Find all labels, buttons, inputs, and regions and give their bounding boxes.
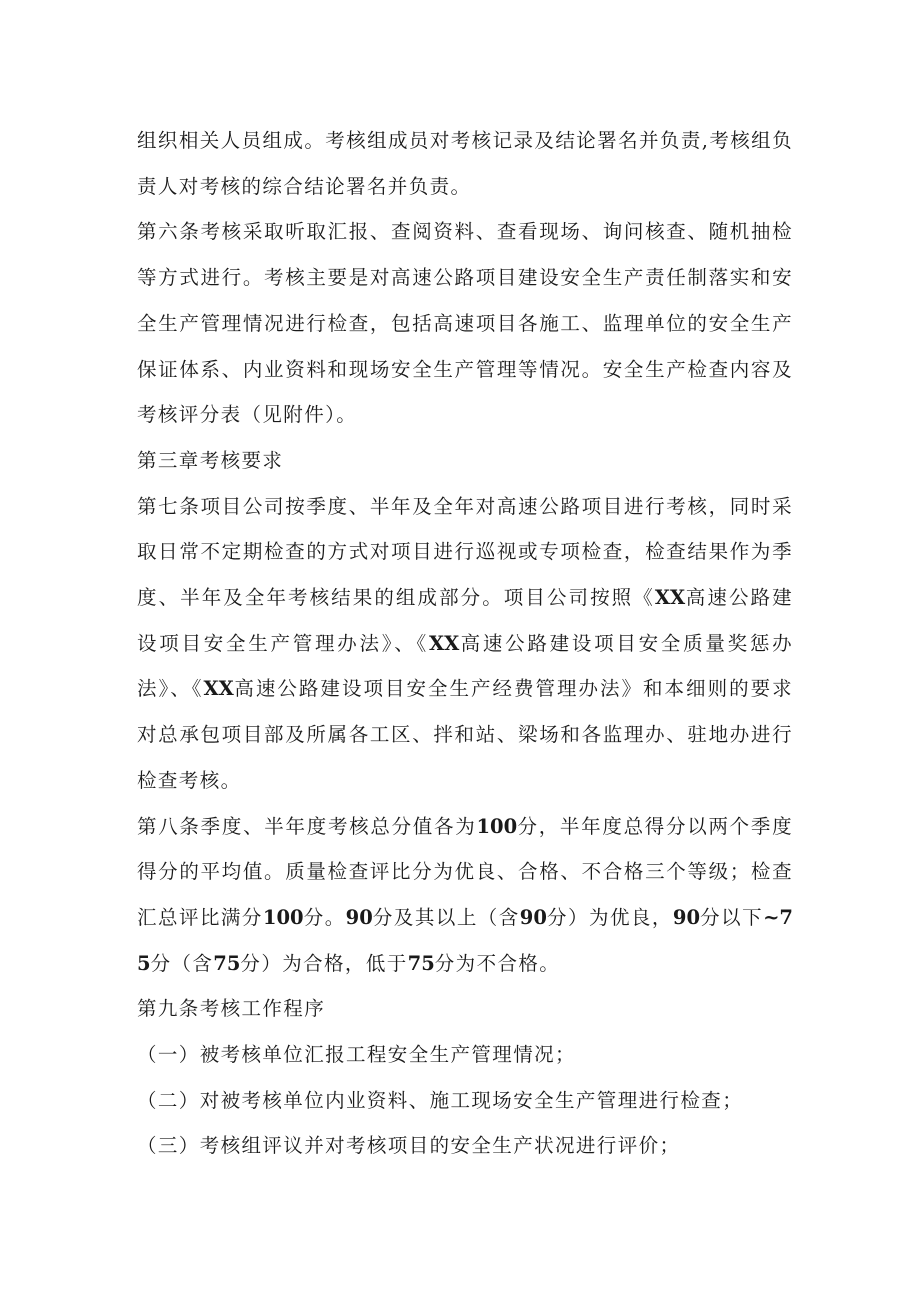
document-body bbox=[137, 118, 793, 1169]
inline-number: XX bbox=[203, 677, 234, 701]
paragraph-article-8: 第八条季度、半年度考核总分值各为100分，半年度总得分以两个季度得分的平均值。质量检查评比分为优良、合格、不合格三个等级；检查汇总评比满分100分。90分及其以上（含90分）为优良，90分以下~75分（含75分）为合格，低于75分为不合格。 bbox=[137, 814, 793, 975]
paragraph-assessment-team: 组织相关人员组成。考核组成员对考核记录及结论署名并负责,考核组负责人对考核的综合结论署名并负责。 bbox=[137, 129, 793, 198]
inline-number: ~75 bbox=[137, 905, 793, 975]
inline-number: 90 bbox=[345, 905, 373, 929]
inline-number: 75 bbox=[407, 951, 435, 975]
paragraph-article-6: 第六条考核采取听取汇报、查阅资料、查看现场、询问核查、随机抽检等方式进行。考核主要是对高速公路项目建设安全生产责任制落实和安全生产管理情况进行检查，包括高速项目各施工、监理单位的安全生产保证体系、内业资料和现场安全生产管理等情况。安全生产检查内容及考核评分表（见附件）。 bbox=[137, 220, 793, 427]
inline-number: 100 bbox=[476, 814, 518, 838]
paragraph-article-9: 第九条考核工作程序 bbox=[137, 997, 326, 1021]
procedure-item-3: （三）考核组评议并对考核项目的安全生产状况进行评价； bbox=[137, 1134, 681, 1158]
inline-number: 75 bbox=[213, 951, 241, 975]
inline-number: 90 bbox=[519, 905, 547, 929]
inline-number: 90 bbox=[672, 905, 701, 929]
inline-number: 100 bbox=[262, 905, 304, 929]
chapter-3-heading: 第三章考核要求 bbox=[137, 448, 284, 472]
inline-number: XX bbox=[654, 586, 686, 610]
inline-number: XX bbox=[428, 631, 460, 655]
paragraph-article-7: 第七条项目公司按季度、半年及全年对高速公路项目进行考核，同时采取日常不定期检查的方式对项目进行巡视或专项检查，检查结果作为季度、半年及全年考核结果的组成部分。项目公司按照《XX高速公路建设项目安全生产管理办法》、《XX高速公路建设项目安全质量奖惩办法》、《XX高速公路建设项目安全生产经费管理办法》和本细则的要求对总承包项目部及所属各工区、拌和站、梁场和各监理办、驻地办进行检查考核。 bbox=[137, 494, 793, 792]
procedure-item-2: （二）对被考核单位内业资料、施工现场安全生产管理进行检查； bbox=[137, 1088, 744, 1112]
procedure-item-1: （一）被考核单位汇报工程安全生产管理情况； bbox=[137, 1043, 576, 1067]
